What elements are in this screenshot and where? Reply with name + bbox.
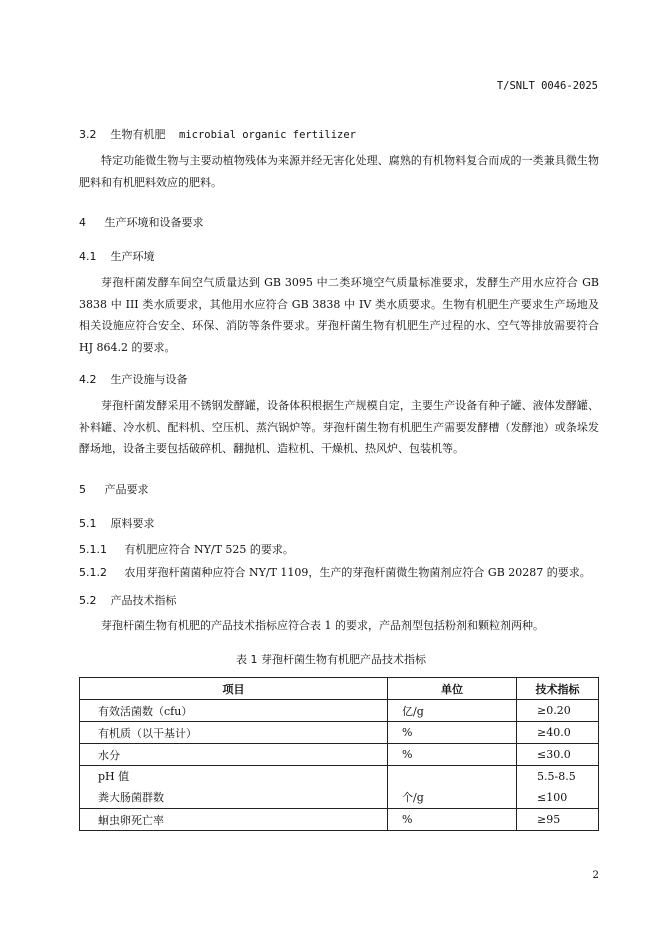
header-unit: 单位 — [388, 678, 517, 700]
section-title: 产品技术指标 — [110, 594, 177, 607]
item-number: 5.1.2 — [79, 566, 107, 579]
cell-item-line: pH 值 — [98, 770, 130, 783]
table-row — [80, 766, 599, 809]
section-title: 生物有机肥 — [110, 128, 166, 141]
cell-value: ≥40.0 — [517, 722, 599, 744]
section-title: 生产设施与设备 — [110, 373, 188, 386]
section-4-1-heading — [79, 248, 155, 264]
section-3-2-text: 特定功能微生物与主要动植物残体为来源并经无害化处理、腐熟的有机物料复合而成的一类兼具微生物肥料和有机肥料效应的肥料。 — [79, 154, 599, 189]
cell-item: 有效活菌数（cfu） — [80, 700, 388, 722]
section-title: 产品要求 — [104, 483, 149, 496]
cell-item: 有机质（以干基计） — [80, 722, 388, 744]
item-number: 5.1.1 — [79, 543, 107, 556]
cell-value-line: ≤100 — [537, 791, 568, 804]
cell-value-line: 5.5-8.5 — [537, 770, 576, 783]
cell-unit: % — [388, 744, 517, 766]
section-number: 4.1 — [79, 250, 97, 263]
section-4-1-text: 芽孢杆菌发酵车间空气质量达到 GB 3095 中二类环境空气质量标准要求，发酵生产用水应符合 GB 3838 中 III 类水质要求，其他用水应符合 GB 3838 中 IV 类水质要求。生物有机肥生产要求生产场地及相关设施应符合安全、环保、消防等条件要求。芽孢杆菌生物有机肥生产过程的水、空气等排放需要符合 HJ 864.2 的要求。 — [79, 276, 599, 354]
cell-item-line: 粪大肠菌群数 — [98, 791, 164, 804]
section-3-2-heading — [79, 126, 356, 142]
section-title-english: microbial organic fertilizer — [179, 129, 357, 141]
section-5-2-heading — [79, 592, 177, 608]
header-value: 技术指标 — [517, 678, 599, 700]
section-number: 5 — [79, 483, 86, 496]
cell-value: ≥0.20 — [517, 700, 599, 722]
section-title: 原料要求 — [110, 517, 155, 530]
table-row — [80, 722, 599, 744]
table-row — [80, 700, 599, 722]
document-id-header: T/SNLT 0046-2025 — [496, 80, 598, 92]
section-number: 5.2 — [79, 594, 97, 607]
cell-unit: % — [388, 809, 517, 831]
table-row — [80, 744, 599, 766]
section-5-2-text: 芽孢杆菌生物有机肥的产品技术指标应符合表 1 的要求，产品剂型包括粉剂和颗粒剂两种。 — [101, 619, 544, 632]
section-title: 生产环境和设备要求 — [104, 216, 204, 229]
table-header-row — [80, 678, 599, 700]
item-5-1-2 — [79, 564, 591, 580]
cell-item — [80, 766, 388, 809]
section-5-heading — [79, 481, 149, 497]
section-4-2-text: 芽孢杆菌发酵采用不锈钢发酵罐，设备体积根据生产规模自定，主要生产设备有种子罐、液体发酵罐、补料罐、冷水机、配料机、空压机、蒸汽锅炉等。芽孢杆菌生物有机肥生产需要发酵槽（发酵池）或条垛发酵场地，设备主要包括破碎机、翻抛机、造粒机、干燥机、热风炉、包装机等。 — [79, 399, 599, 455]
section-number: 4 — [79, 216, 86, 229]
cell-item: 水分 — [80, 744, 388, 766]
section-4-2-heading — [79, 371, 188, 387]
section-title: 生产环境 — [110, 250, 155, 263]
cell-value: ≤30.0 — [517, 744, 599, 766]
section-4-heading — [79, 214, 204, 230]
item-text: 有机肥应符合 NY/T 525 的要求。 — [124, 543, 294, 556]
section-number: 4.2 — [79, 373, 97, 386]
page-number: 2 — [592, 869, 599, 881]
spec-table — [79, 677, 599, 831]
item-5-1-1 — [79, 541, 294, 557]
cell-value: ≥95 — [517, 809, 599, 831]
table-row — [80, 809, 599, 831]
item-text: 农用芽孢杆菌菌种应符合 NY/T 1109，生产的芽孢杆菌微生物菌剂应符合 GB 20287 的要求。 — [124, 566, 591, 579]
cell-item: 蛔虫卵死亡率 — [80, 809, 388, 831]
section-number: 5.1 — [79, 517, 97, 530]
cell-unit: % — [388, 722, 517, 744]
cell-unit: 亿/g — [388, 700, 517, 722]
header-item: 项目 — [80, 678, 388, 700]
cell-value — [517, 766, 599, 809]
section-5-1-heading — [79, 515, 155, 531]
cell-unit — [388, 766, 517, 809]
table-caption: 表 1 芽孢杆菌生物有机肥产品技术指标 — [236, 653, 426, 666]
cell-unit-line: 个/g — [402, 791, 424, 804]
section-number: 3.2 — [79, 128, 97, 141]
cell-unit-line — [402, 766, 516, 787]
